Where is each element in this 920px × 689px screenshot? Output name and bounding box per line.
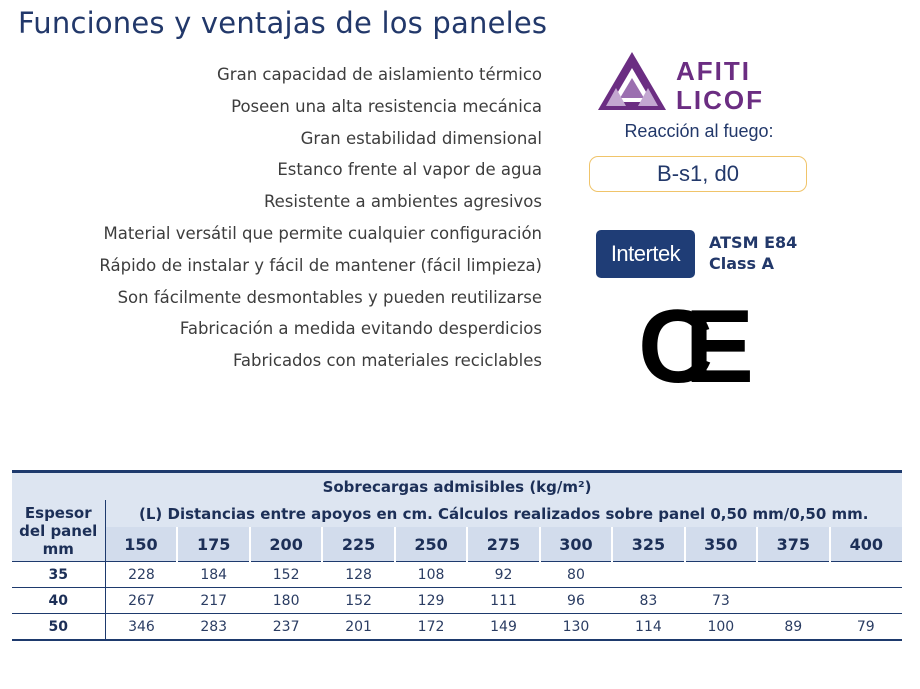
espesor-header-line: mm (42, 539, 74, 558)
span-header: 225 (322, 527, 394, 562)
table-cell: 201 (322, 614, 394, 641)
intertek-logo: Intertek (596, 230, 695, 278)
table-cell: 152 (322, 588, 394, 614)
features-list (99, 61, 542, 379)
table-cell (830, 588, 902, 614)
espesor-cell: 40 (12, 588, 105, 614)
table-cell (830, 562, 902, 588)
table-cell: 152 (250, 562, 322, 588)
feature-item: Poseen una alta resistencia mecánica (231, 96, 542, 116)
class-line: Class A (709, 254, 775, 273)
load-table (12, 470, 902, 641)
table-cell: 130 (540, 614, 612, 641)
table-cell: 80 (540, 562, 612, 588)
table-cell: 217 (177, 588, 249, 614)
table-cell: 114 (612, 614, 684, 641)
table-cell: 100 (685, 614, 757, 641)
table-cell: 346 (105, 614, 177, 641)
table-row (12, 614, 902, 641)
table-title: Sobrecargas admisibles (kg/m²) (12, 472, 902, 501)
table-cell (757, 588, 829, 614)
reaccion-value-box: B-s1, d0 (589, 156, 807, 192)
espesor-header (12, 500, 105, 562)
feature-item: Son fácilmente desmontables y pueden reutilizarse (117, 287, 542, 307)
reaccion-label: Reacción al fuego: (624, 121, 774, 141)
feature-item: Gran estabilidad dimensional (300, 128, 542, 148)
span-header: 175 (177, 527, 249, 562)
table-cell: 79 (830, 614, 902, 641)
span-header: 275 (467, 527, 539, 562)
span-header: 325 (612, 527, 684, 562)
table-cell: 92 (467, 562, 539, 588)
table-cell: 108 (395, 562, 467, 588)
table-cell: 172 (395, 614, 467, 641)
feature-item: Material versátil que permite cualquier configuración (103, 223, 542, 243)
atsm-line: ATSM E84 (709, 233, 798, 252)
espesor-header-line: del panel (19, 521, 98, 540)
table-cell: 184 (177, 562, 249, 588)
table-cell (685, 562, 757, 588)
afiti-triangle-icon (598, 52, 666, 110)
ce-mark-text: CE (638, 300, 754, 386)
span-header: 400 (830, 527, 902, 562)
feature-item: Rápido de instalar y fácil de mantener (fácil limpieza) (99, 255, 542, 275)
table-cell: 283 (177, 614, 249, 641)
table-subtitle: (L) Distancias entre apoyos en cm. Cálculos realizados sobre panel 0,50 mm/0,50 mm. (105, 500, 902, 527)
table-row (12, 562, 902, 588)
span-header: 300 (540, 527, 612, 562)
table-cell: 267 (105, 588, 177, 614)
span-header: 150 (105, 527, 177, 562)
table-cell (612, 562, 684, 588)
espesor-cell: 50 (12, 614, 105, 641)
page-title: Funciones y ventajas de los paneles (18, 6, 548, 40)
table-cell: 128 (322, 562, 394, 588)
table-cell: 89 (757, 614, 829, 641)
span-header: 375 (757, 527, 829, 562)
table-cell: 96 (540, 588, 612, 614)
table-cell: 149 (467, 614, 539, 641)
table-cell: 180 (250, 588, 322, 614)
afiti-text: AFITI (676, 56, 751, 86)
ce-mark-icon (638, 300, 756, 386)
table-cell (757, 562, 829, 588)
feature-item: Resistente a ambientes agresivos (263, 192, 542, 212)
afiti-licof-logo (596, 48, 796, 122)
table-cell: 111 (467, 588, 539, 614)
feature-item: Fabricación a medida evitando desperdicios (179, 319, 542, 339)
table-cell: 129 (395, 588, 467, 614)
span-header: 350 (685, 527, 757, 562)
table-cell: 73 (685, 588, 757, 614)
table-row (12, 588, 902, 614)
licof-text: LICOF (676, 85, 764, 115)
espesor-header-line: Espesor (24, 503, 92, 522)
span-header: 250 (395, 527, 467, 562)
table-cell: 237 (250, 614, 322, 641)
intertek-standard (709, 232, 797, 274)
espesor-cell: 35 (12, 562, 105, 588)
feature-item: Gran capacidad de aislamiento térmico (217, 65, 542, 84)
feature-item: Estanco frente al vapor de agua (277, 160, 542, 180)
table-cell: 228 (105, 562, 177, 588)
span-header: 200 (250, 527, 322, 562)
feature-item: Fabricados con materiales reciclables (232, 351, 542, 371)
table-cell: 83 (612, 588, 684, 614)
